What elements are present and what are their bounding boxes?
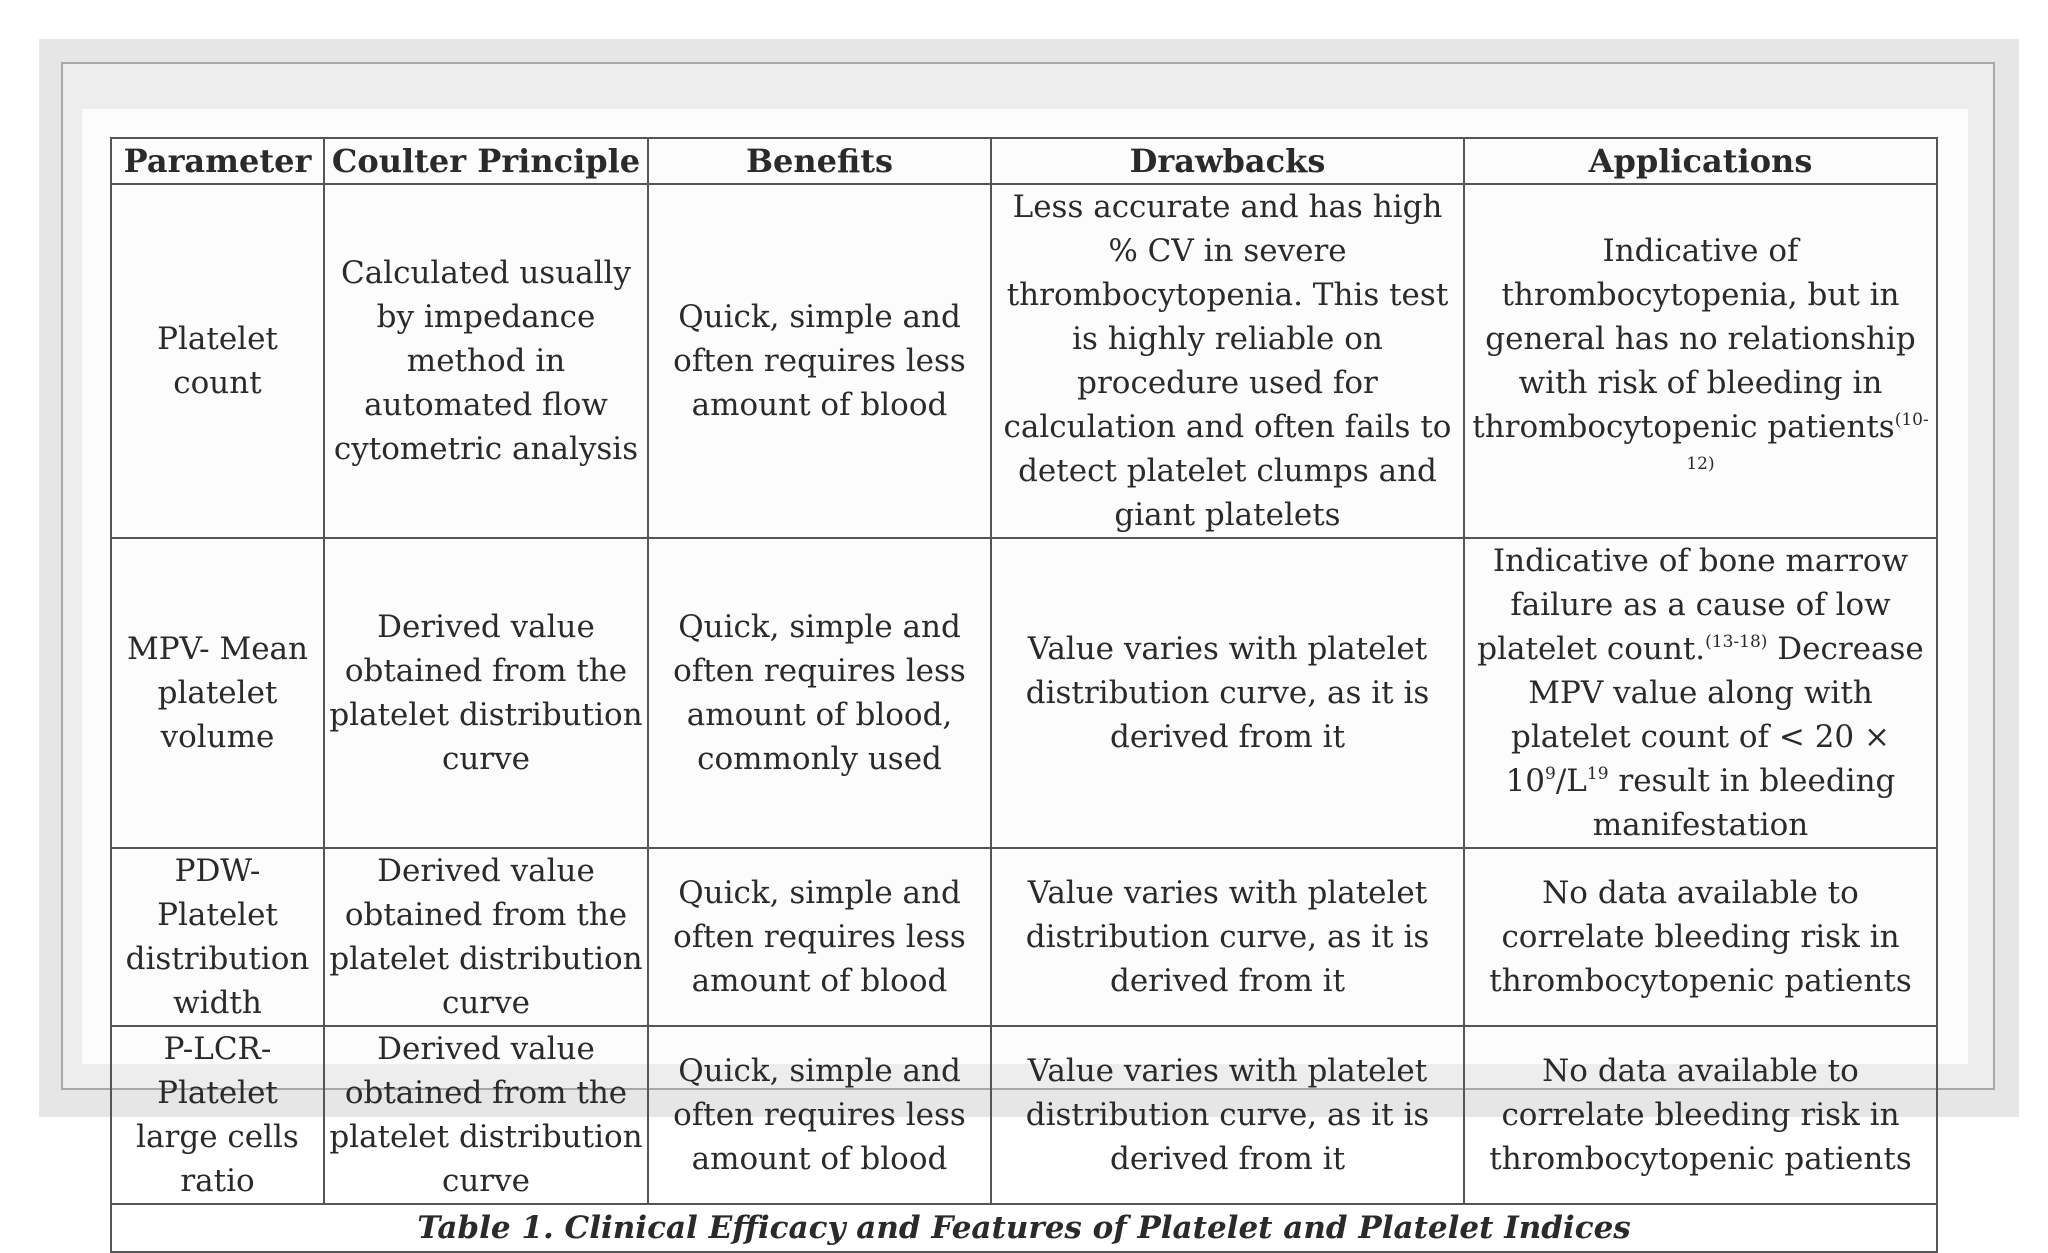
header-drawbacks: Drawbacks [991,138,1464,184]
cell-applications [1464,538,1937,848]
cell-principle: Derived value obtained from the platelet distribution curve [324,1026,648,1204]
table-row [111,184,1937,538]
cell-drawbacks: Less accurate and has high % CV in severe thrombocytopenia. This test is highly reliable on procedure used for calculation and often fails to detect platelet clumps and giant platelets [991,184,1464,538]
cell-drawbacks: Value varies with platelet distribution curve, as it is derived from it [991,1026,1464,1204]
applications-text-part-3: /L [1555,763,1587,799]
table-row [111,1026,1937,1204]
cell-parameter: Platelet count [111,184,324,538]
reference-superscript: 19 [1586,764,1609,784]
table-row [111,538,1937,848]
reference-superscript: (10-12) [1686,410,1929,474]
cell-principle: Derived value obtained from the platelet distribution curve [324,538,648,848]
cell-benefits: Quick, simple and often requires less amount of blood [648,184,991,538]
cell-parameter: P-LCR- Platelet large cells ratio [111,1026,324,1204]
cell-benefits: Quick, simple and often requires less amount of blood, commonly used [648,538,991,848]
cell-drawbacks: Value varies with platelet distribution curve, as it is derived from it [991,538,1464,848]
table-row [111,848,1937,1026]
cell-applications: No data available to correlate bleeding risk in thrombocytopenic patients [1464,848,1937,1026]
header-parameter: Parameter [111,138,324,184]
cell-applications: No data available to correlate bleeding risk in thrombocytopenic patients [1464,1026,1937,1204]
header-coulter-principle: Coulter Principle [324,138,648,184]
cell-benefits: Quick, simple and often requires less amount of blood [648,848,991,1026]
cell-benefits: Quick, simple and often requires less amount of blood [648,1026,991,1204]
table-header-row [111,138,1937,184]
applications-text-part-2: Decrease MPV value along with platelet count of < 20 × 10 [1505,631,1924,799]
cell-parameter: PDW- Platelet distribution width [111,848,324,1026]
applications-text: Indicative of thrombocytopenia, but in general has no relationship with risk of bleeding in thrombocytopenic patients [1472,233,1916,445]
platelet-indices-table [110,137,1938,1253]
cell-principle: Calculated usually by impedance method in automated flow cytometric analysis [324,184,648,538]
table-caption-row [111,1204,1937,1252]
cell-drawbacks: Value varies with platelet distribution curve, as it is derived from it [991,848,1464,1026]
table-caption: Table 1. Clinical Efficacy and Features of Platelet and Platelet Indices [111,1204,1937,1252]
header-benefits: Benefits [648,138,991,184]
header-applications: Applications [1464,138,1937,184]
cell-principle: Derived value obtained from the platelet distribution curve [324,848,648,1026]
applications-text-part-4: result in bleeding manifestation [1592,763,1896,843]
exponent-superscript: 9 [1545,764,1556,784]
cell-parameter: MPV- Mean platelet volume [111,538,324,848]
reference-superscript: (13-18) [1705,632,1768,652]
applications-text-part-1: Indicative of bone marrow failure as a cause of low platelet count. [1477,543,1909,667]
cell-applications [1464,184,1937,538]
